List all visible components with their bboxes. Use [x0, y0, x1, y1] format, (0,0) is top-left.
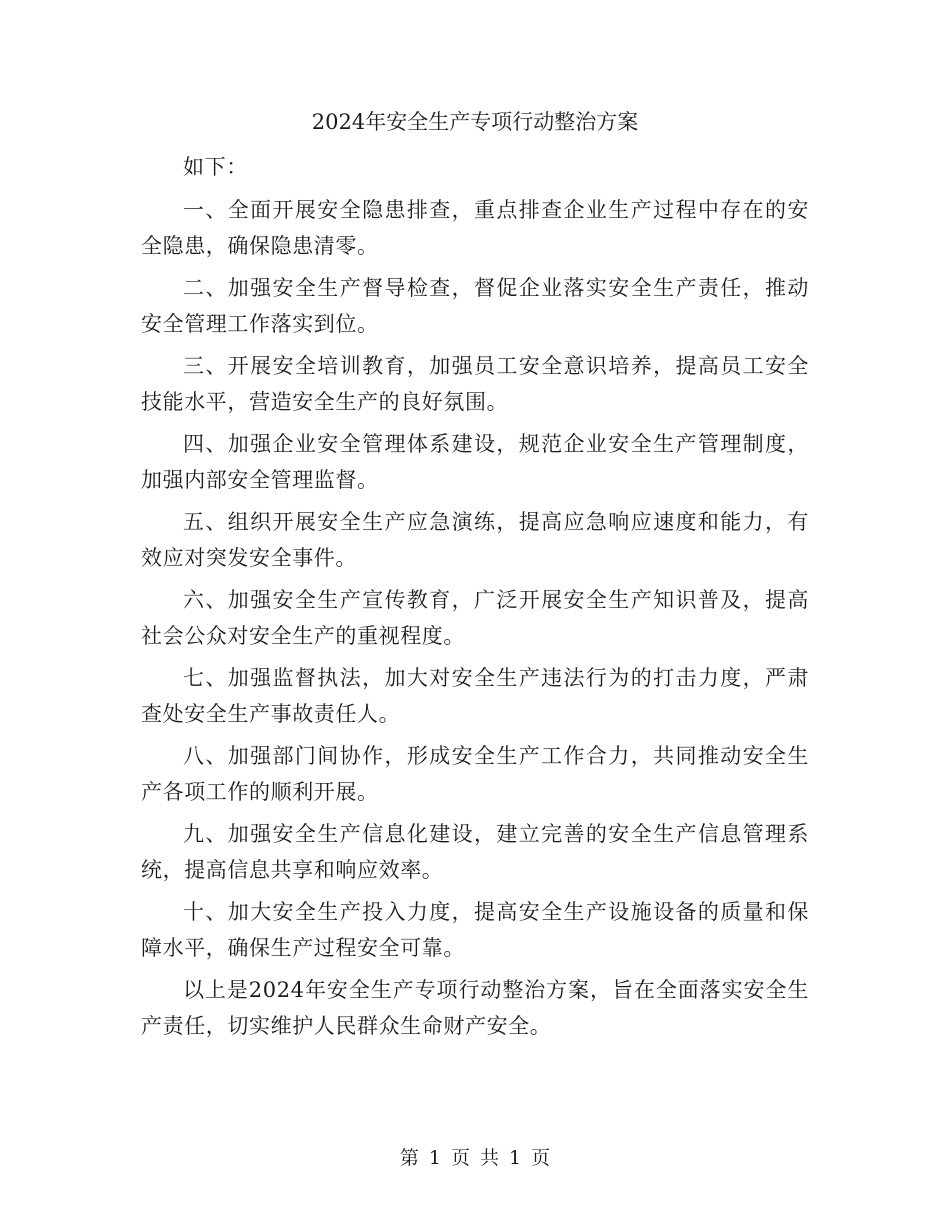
document-title: 2024年安全生产专项行动整治方案 [311, 110, 639, 134]
intro-paragraph: 如下： [183, 155, 248, 179]
item-paragraph-1: 一、全面开展安全隐患排查，重点排查企业生产过程中存在的安全隐患，确保隐患清零。 [141, 198, 809, 258]
document-body [141, 149, 809, 1050]
item-paragraph-10: 十、加大安全生产投入力度，提高安全生产设施设备的质量和保障水平，确保生产过程安全可靠。 [141, 900, 809, 960]
item-paragraph-6: 六、加强安全生产宣传教育，广泛开展安全生产知识普及，提高社会公众对安全生产的重视程度。 [141, 588, 809, 648]
item-paragraph-5: 五、组织开展安全生产应急演练，提高应急响应速度和能力，有效应对突发安全事件。 [141, 510, 809, 570]
item-paragraph-2: 二、加强安全生产督导检查，督促企业落实安全生产责任，推动安全管理工作落实到位。 [141, 276, 809, 336]
page-number-footer: 第 1 页 共 1 页 [399, 1147, 551, 1169]
item-paragraph-3: 三、开展安全培训教育，加强员工安全意识培养，提高员工安全技能水平，营造安全生产的良好氛围。 [141, 354, 809, 414]
conclusion-paragraph: 以上是2024年安全生产专项行动整治方案，旨在全面落实安全生产责任，切实维护人民群众生命财产安全。 [141, 978, 809, 1038]
item-paragraph-7: 七、加强监督执法，加大对安全生产违法行为的打击力度，严肃查处安全生产事故责任人。 [141, 666, 809, 726]
item-paragraph-8: 八、加强部门间协作，形成安全生产工作合力，共同推动安全生产各项工作的顺利开展。 [141, 744, 809, 804]
item-paragraph-9: 九、加强安全生产信息化建设，建立完善的安全生产信息管理系统，提高信息共享和响应效率。 [141, 822, 809, 882]
item-paragraph-4: 四、加强企业安全管理体系建设，规范企业安全生产管理制度，加强内部安全管理监督。 [141, 432, 809, 492]
